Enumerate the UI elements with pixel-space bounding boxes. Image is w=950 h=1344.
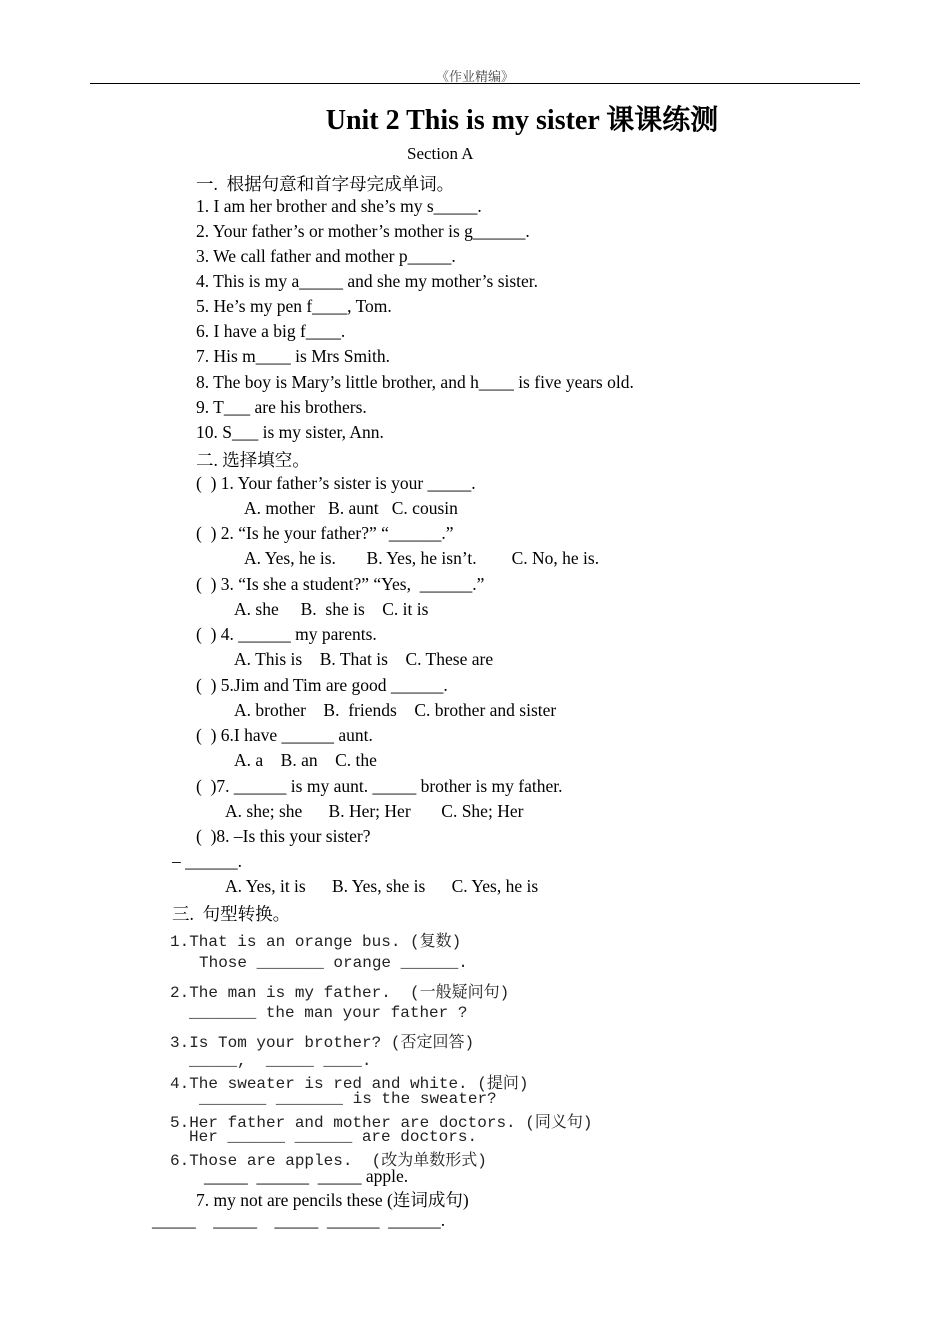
part1-item-2: 2. Your father’s or mother’s mother is g______. (196, 221, 530, 241)
part1-item-9: 9. T___ are his brothers. (196, 397, 367, 417)
part3-question-1: 1.That is an orange bus. (复数) (170, 933, 462, 951)
part2-question-8: ( )8. –Is this your sister? (196, 826, 371, 846)
part2-options-1: A. mother B. aunt C. cousin (244, 498, 458, 518)
part2-question-8-reply: – ______. (172, 851, 242, 871)
header-rule (90, 83, 860, 84)
part3-answer-1: Those _______ orange ______. (199, 954, 468, 972)
part1-item-3: 3. We call father and mother p_____. (196, 246, 456, 266)
part3-heading: 三. 句型转换。 (172, 904, 291, 924)
part3-answer-2: _______ the man your father ? (189, 1004, 468, 1022)
part3-question-3: 3.Is Tom your brother? (否定回答) (170, 1034, 475, 1052)
part2-question-6: ( ) 6.I have ______ aunt. (196, 725, 373, 745)
page-header: 《作业精编》 (435, 69, 514, 84)
part1-item-10: 10. S___ is my sister, Ann. (196, 422, 384, 442)
section-subtitle: Section A (407, 144, 474, 163)
page-title: Unit 2 This is my sister 课课练测 (325, 105, 719, 136)
part1-item-4: 4. This is my a_____ and she my mother’s sister. (196, 271, 539, 291)
part2-question-7: ( )7. ______ is my aunt. _____ brother is my father. (196, 776, 563, 796)
part3-question-7: 7. my not are pencils these (连词成句) (196, 1190, 469, 1210)
part3-answer-3: _____, _____ ____. (189, 1052, 372, 1070)
part3-answer-7: _____ _____ _____ ______ ______. (152, 1210, 446, 1230)
part3-question-2: 2.The man is my father. (一般疑问句) (170, 984, 510, 1002)
part3-answer-4: _______ _______ is the sweater? (199, 1090, 497, 1108)
part3-question-5: 5.Her father and mother are doctors. (同义句) (170, 1114, 593, 1132)
part3-question-6: 6.Those are apples. (改为单数形式) (170, 1152, 487, 1170)
part1-item-6: 6. I have a big f____. (196, 321, 346, 341)
part1-heading: 一. 根据句意和首字母完成单词。 (196, 174, 455, 194)
part3-answer-5: Her ______ ______ are doctors. (189, 1128, 478, 1146)
part3-question-4: 4.The sweater is red and white. (提问) (170, 1075, 529, 1093)
part2-question-1: ( ) 1. Your father’s sister is your _____. (196, 473, 476, 493)
part2-options-8: A. Yes, it is B. Yes, she is C. Yes, he is (225, 876, 539, 896)
part2-options-6: A. a B. an C. the (234, 750, 377, 770)
part2-options-7: A. she; she B. Her; Her C. She; Her (225, 801, 524, 821)
part2-options-2: A. Yes, he is. B. Yes, he isn’t. C. No, he is. (244, 548, 600, 568)
part2-question-5: ( ) 5.Jim and Tim are good ______. (196, 675, 448, 695)
part2-heading: 二. 选择填空。 (196, 450, 310, 470)
part2-question-2: ( ) 2. “Is he your father?” “______.” (196, 523, 454, 543)
part1-item-7: 7. His m____ is Mrs Smith. (196, 346, 390, 366)
part2-options-4: A. This is B. That is C. These are (234, 649, 494, 669)
part2-options-5: A. brother B. friends C. brother and sister (234, 700, 557, 720)
part1-item-1: 1. I am her brother and she’s my s_____. (196, 196, 482, 216)
part2-options-3: A. she B. she is C. it is (234, 599, 429, 619)
part1-item-5: 5. He’s my pen f____, Tom. (196, 296, 392, 316)
part2-question-3: ( ) 3. “Is she a student?” “Yes, ______.” (196, 574, 485, 594)
part2-question-4: ( ) 4. ______ my parents. (196, 624, 377, 644)
part1-item-8: 8. The boy is Mary’s little brother, and h____ is five years old. (196, 372, 634, 392)
part3-answer-6: _____ ______ _____ apple. (204, 1166, 409, 1186)
